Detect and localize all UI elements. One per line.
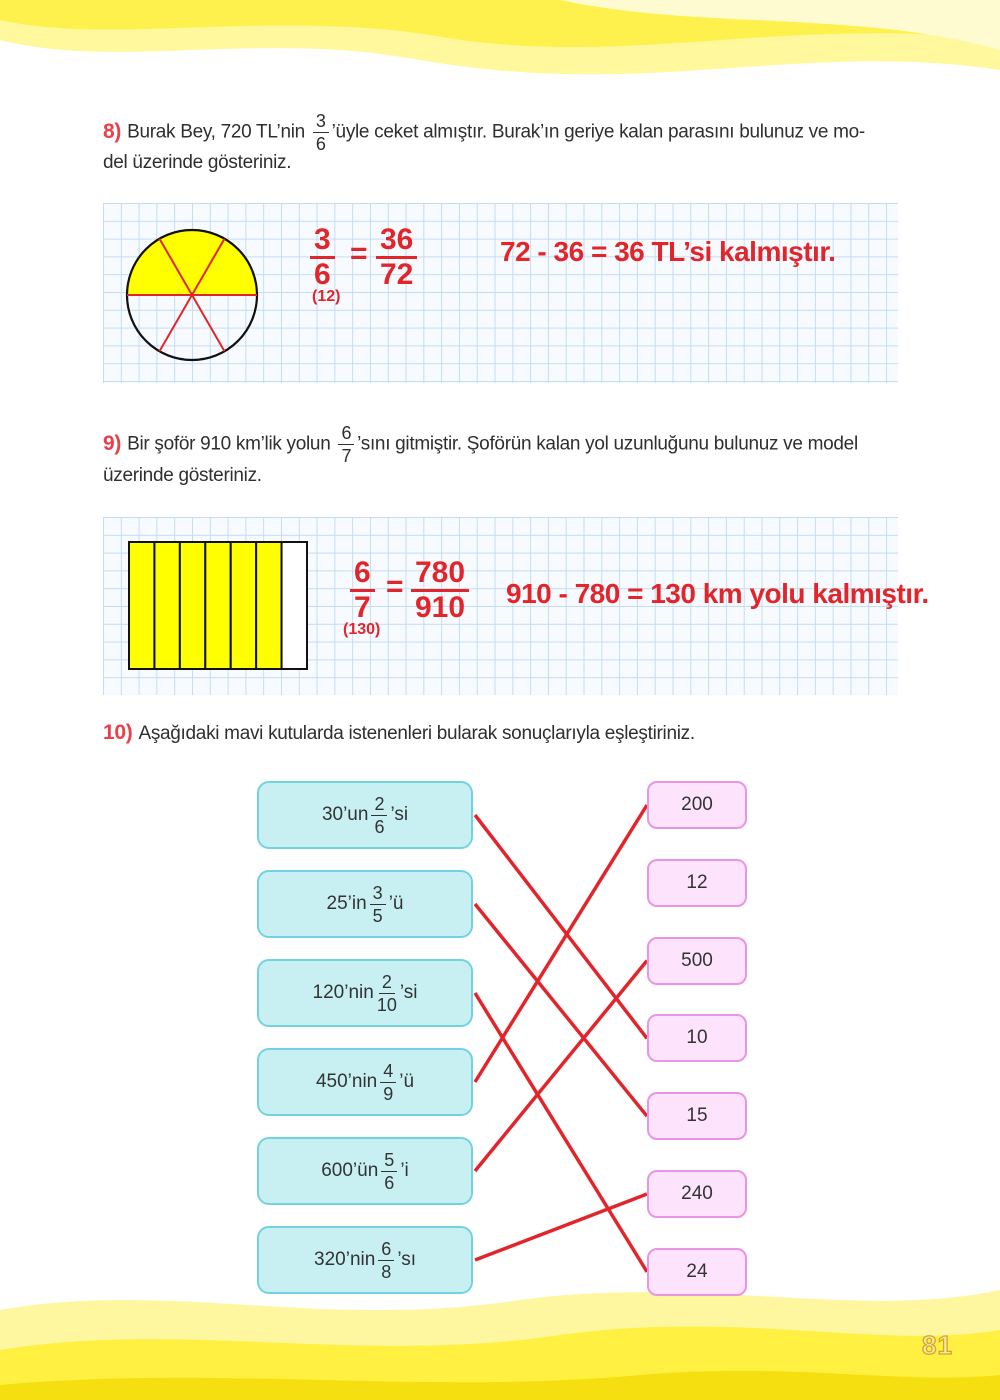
q9-answer-fraction-1: 6 7 [350,558,375,623]
question-8-text-after: ’üyle ceket almıştır. Burak’ın geriye kalan parasını bulunuz ve mo- [331,121,865,143]
expression-box-3[interactable] [257,959,473,1027]
page-number: 81 [922,1330,953,1360]
q9-answer-equals: = [386,570,404,603]
question-8-line2: del üzerinde gösteriniz. [103,152,292,173]
q8-answer-equals: = [350,237,368,270]
expression-box-2[interactable] [257,870,473,938]
expression-prefix: 450’nin [315,1071,378,1092]
question-8-number: 8) [103,119,122,143]
question-9-text-before: Bir şoför 910 km’lik yolun [127,433,331,455]
question-9-fraction: $\frac{6}{7}$ [338,424,354,465]
expression-prefix: 30’un [321,804,369,825]
expression-suffix: ’si [399,982,418,1003]
expression-prefix: 600’ün [321,1160,379,1181]
result-box-1[interactable]: 200 [647,781,747,829]
result-box-6[interactable]: 240 [647,1170,747,1218]
expression-fraction: $\frac{6}{8}$ [378,1240,394,1281]
question-10-text: Aşağıdaki mavi kutularda istenenleri bularak sonuçlarıyla eşleştiriniz. [138,723,695,744]
match-line-3 [475,993,647,1272]
expression-fraction: $\frac{3}{5}$ [370,884,386,925]
expression-prefix: 120’nin [312,982,374,1003]
question-10-number: 10) [103,721,133,744]
expression-box-6[interactable] [257,1226,473,1294]
result-box-3[interactable]: 500 [647,937,747,985]
q9-answer-fraction-2: 780 910 [411,558,469,623]
question-9-text-after: ’sını gitmiştir. Şoförün kalan yol uzunluğunu bulunuz ve model [357,433,858,455]
match-line-2 [475,904,647,1116]
expression-fraction: $\frac{2}{6}$ [371,795,387,836]
question-8-fraction: $\frac{3}{6}$ [313,112,329,153]
result-box-5[interactable]: 15 [647,1092,747,1140]
expression-suffix: ’ü [399,1071,415,1092]
q8-answer-result: 72 - 36 = 36 TL’si kalmıştır. [500,236,836,267]
q8-answer-fraction-1: 3 6 [310,225,335,290]
expression-suffix: ’si [390,804,409,825]
q8-answer-multiplier: (12) [312,288,341,305]
result-box-2[interactable]: 12 [647,859,747,907]
expression-box-5[interactable] [257,1137,473,1205]
result-box-4[interactable]: 10 [647,1014,747,1062]
expression-box-1[interactable] [257,781,473,849]
expression-fraction: $\frac{2}{10}$ [376,971,397,1015]
expression-fraction: $\frac{5}{6}$ [381,1151,397,1192]
match-line-5 [475,961,647,1171]
q9-answer-result: 910 - 780 = 130 km yolu kalmıştır. [506,578,929,609]
expression-box-4[interactable] [257,1048,473,1116]
expression-suffix: ’ü [388,893,404,914]
q8-answer-fraction-2: 36 72 [376,225,417,290]
expression-prefix: 25’in [326,893,367,914]
question-8-text-before: Burak Bey, 720 TL’nin [127,121,305,143]
result-box-7[interactable]: 24 [647,1248,747,1296]
question-9-number: 9) [103,431,122,455]
expression-suffix: ’sı [397,1249,416,1270]
q9-answer-multiplier: (130) [343,621,381,638]
expression-fraction: $\frac{4}{9}$ [380,1062,396,1103]
question-9-line2: üzerinde gösteriniz. [103,465,262,486]
expression-prefix: 320’nin [314,1249,376,1270]
expression-suffix: ’i [400,1160,409,1181]
